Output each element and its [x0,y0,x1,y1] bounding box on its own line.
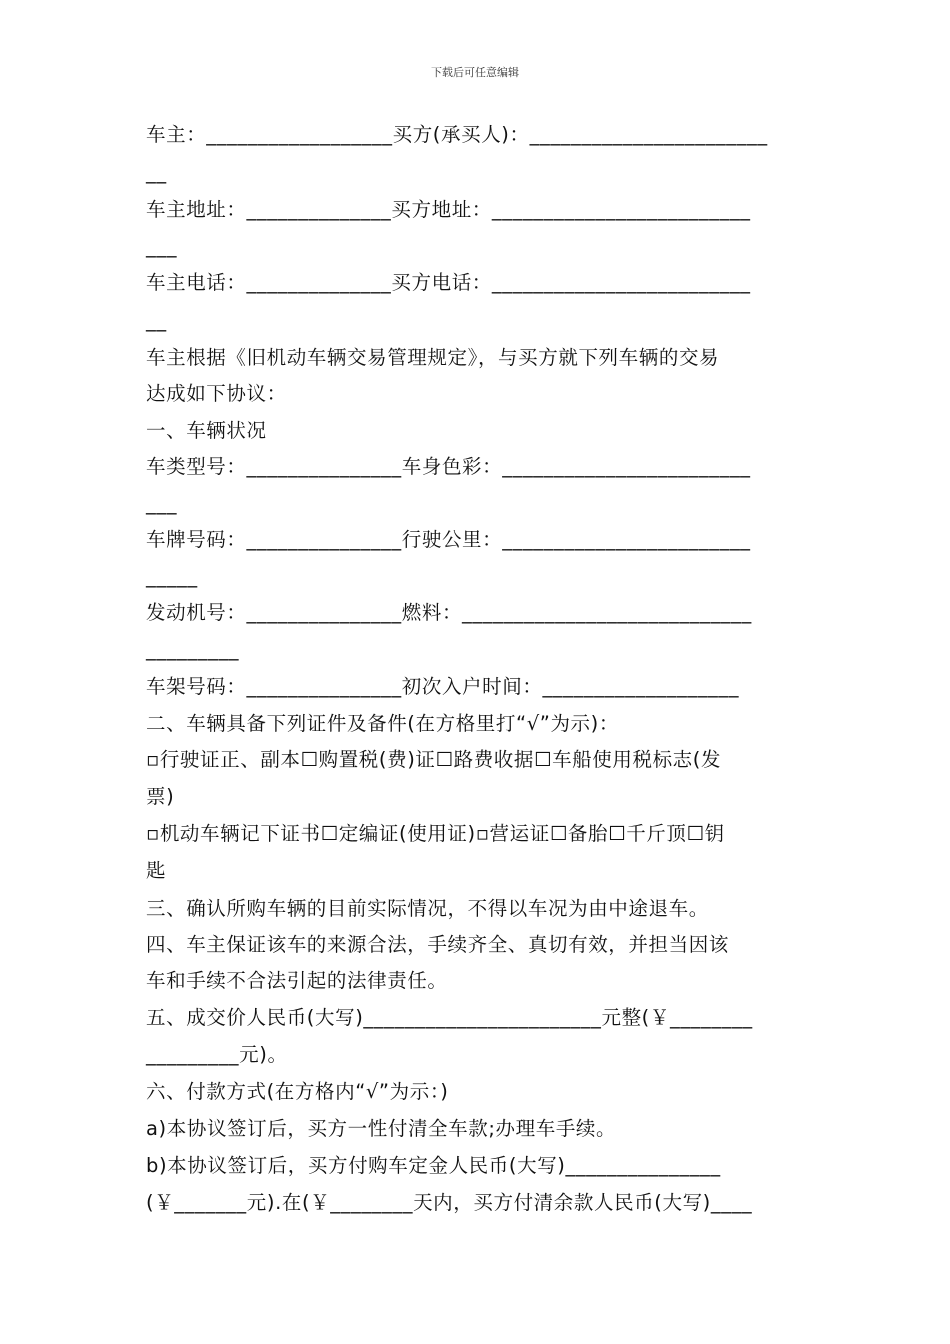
line-continuation: ___ [146,492,178,515]
line-addresses: 车主地址：______________买方地址：_________________________ [146,198,751,221]
line-plate-mileage: 车牌号码：_______________行驶公里：________________________ [146,528,751,551]
page-header-note: 下载后可任意编辑 [431,66,519,79]
line-continuation: _____ [146,565,198,588]
line-owner-buyer: 车主：__________________买方(承买人)：_______________________ [146,123,768,146]
section-5-price: 五、成交价人民币(大写)_______________________元整(￥________ [146,1006,753,1029]
section-5-cont: _________元)。 [146,1043,288,1066]
line-engine-fuel: 发动机号：_______________燃料：____________________________ [146,601,752,624]
section-6-heading: 六、付款方式(在方格内“√”为示：) [146,1080,449,1103]
line-documents-cont: 票) [146,785,175,808]
line-continuation: ___ [146,235,178,258]
line-continuation: __ [146,161,167,184]
line-continuation: _________ [146,638,240,661]
line-continuation: __ [146,309,167,332]
payment-option-a: a)本协议签订后，买方一性付清全车款;办理车手续。 [146,1117,617,1140]
line-documents-checklist-2: ▫机动车辆记下证书☐定编证(使用证)▫营运证☐备胎☐千斤顶☐钥 [146,822,725,845]
payment-option-b-cont: (￥_______元).在(￥________天内，买方付清余款人民币(大写)____ [146,1191,753,1214]
payment-option-b: b)本协议签订后，买方付购车定金人民币(大写)_______________ [146,1154,721,1177]
section-3: 三、确认所购车辆的目前实际情况，不得以车况为由中途退车。 [146,897,709,920]
line-documents-checklist: ▫行驶证正、副本☐购置税(费)证☐路费收据☐车船使用税标志(发 [146,748,722,771]
line-model-color: 车类型号：_______________车身色彩：________________________ [146,455,751,478]
line-phones: 车主电话：______________买方电话：_________________________ [146,271,751,294]
section-2-heading: 二、车辆具备下列证件及备件(在方格里打“√”为示)： [146,712,619,735]
line-frame-registration: 车架号码：_______________初次入户时间：___________________ [146,675,740,698]
line-intro-cont: 达成如下协议： [146,382,287,405]
line-documents-cont: 匙 [146,859,167,882]
line-intro: 车主根据《旧机动车辆交易管理规定》，与买方就下列车辆的交易 [146,346,720,369]
section-4: 四、车主保证该车的来源合法，手续齐全、真切有效，并担当因该 [146,933,729,956]
section-4-cont: 车和手续不合法引起的法律责任。 [146,969,448,992]
section-1-heading: 一、车辆状况 [146,419,267,442]
